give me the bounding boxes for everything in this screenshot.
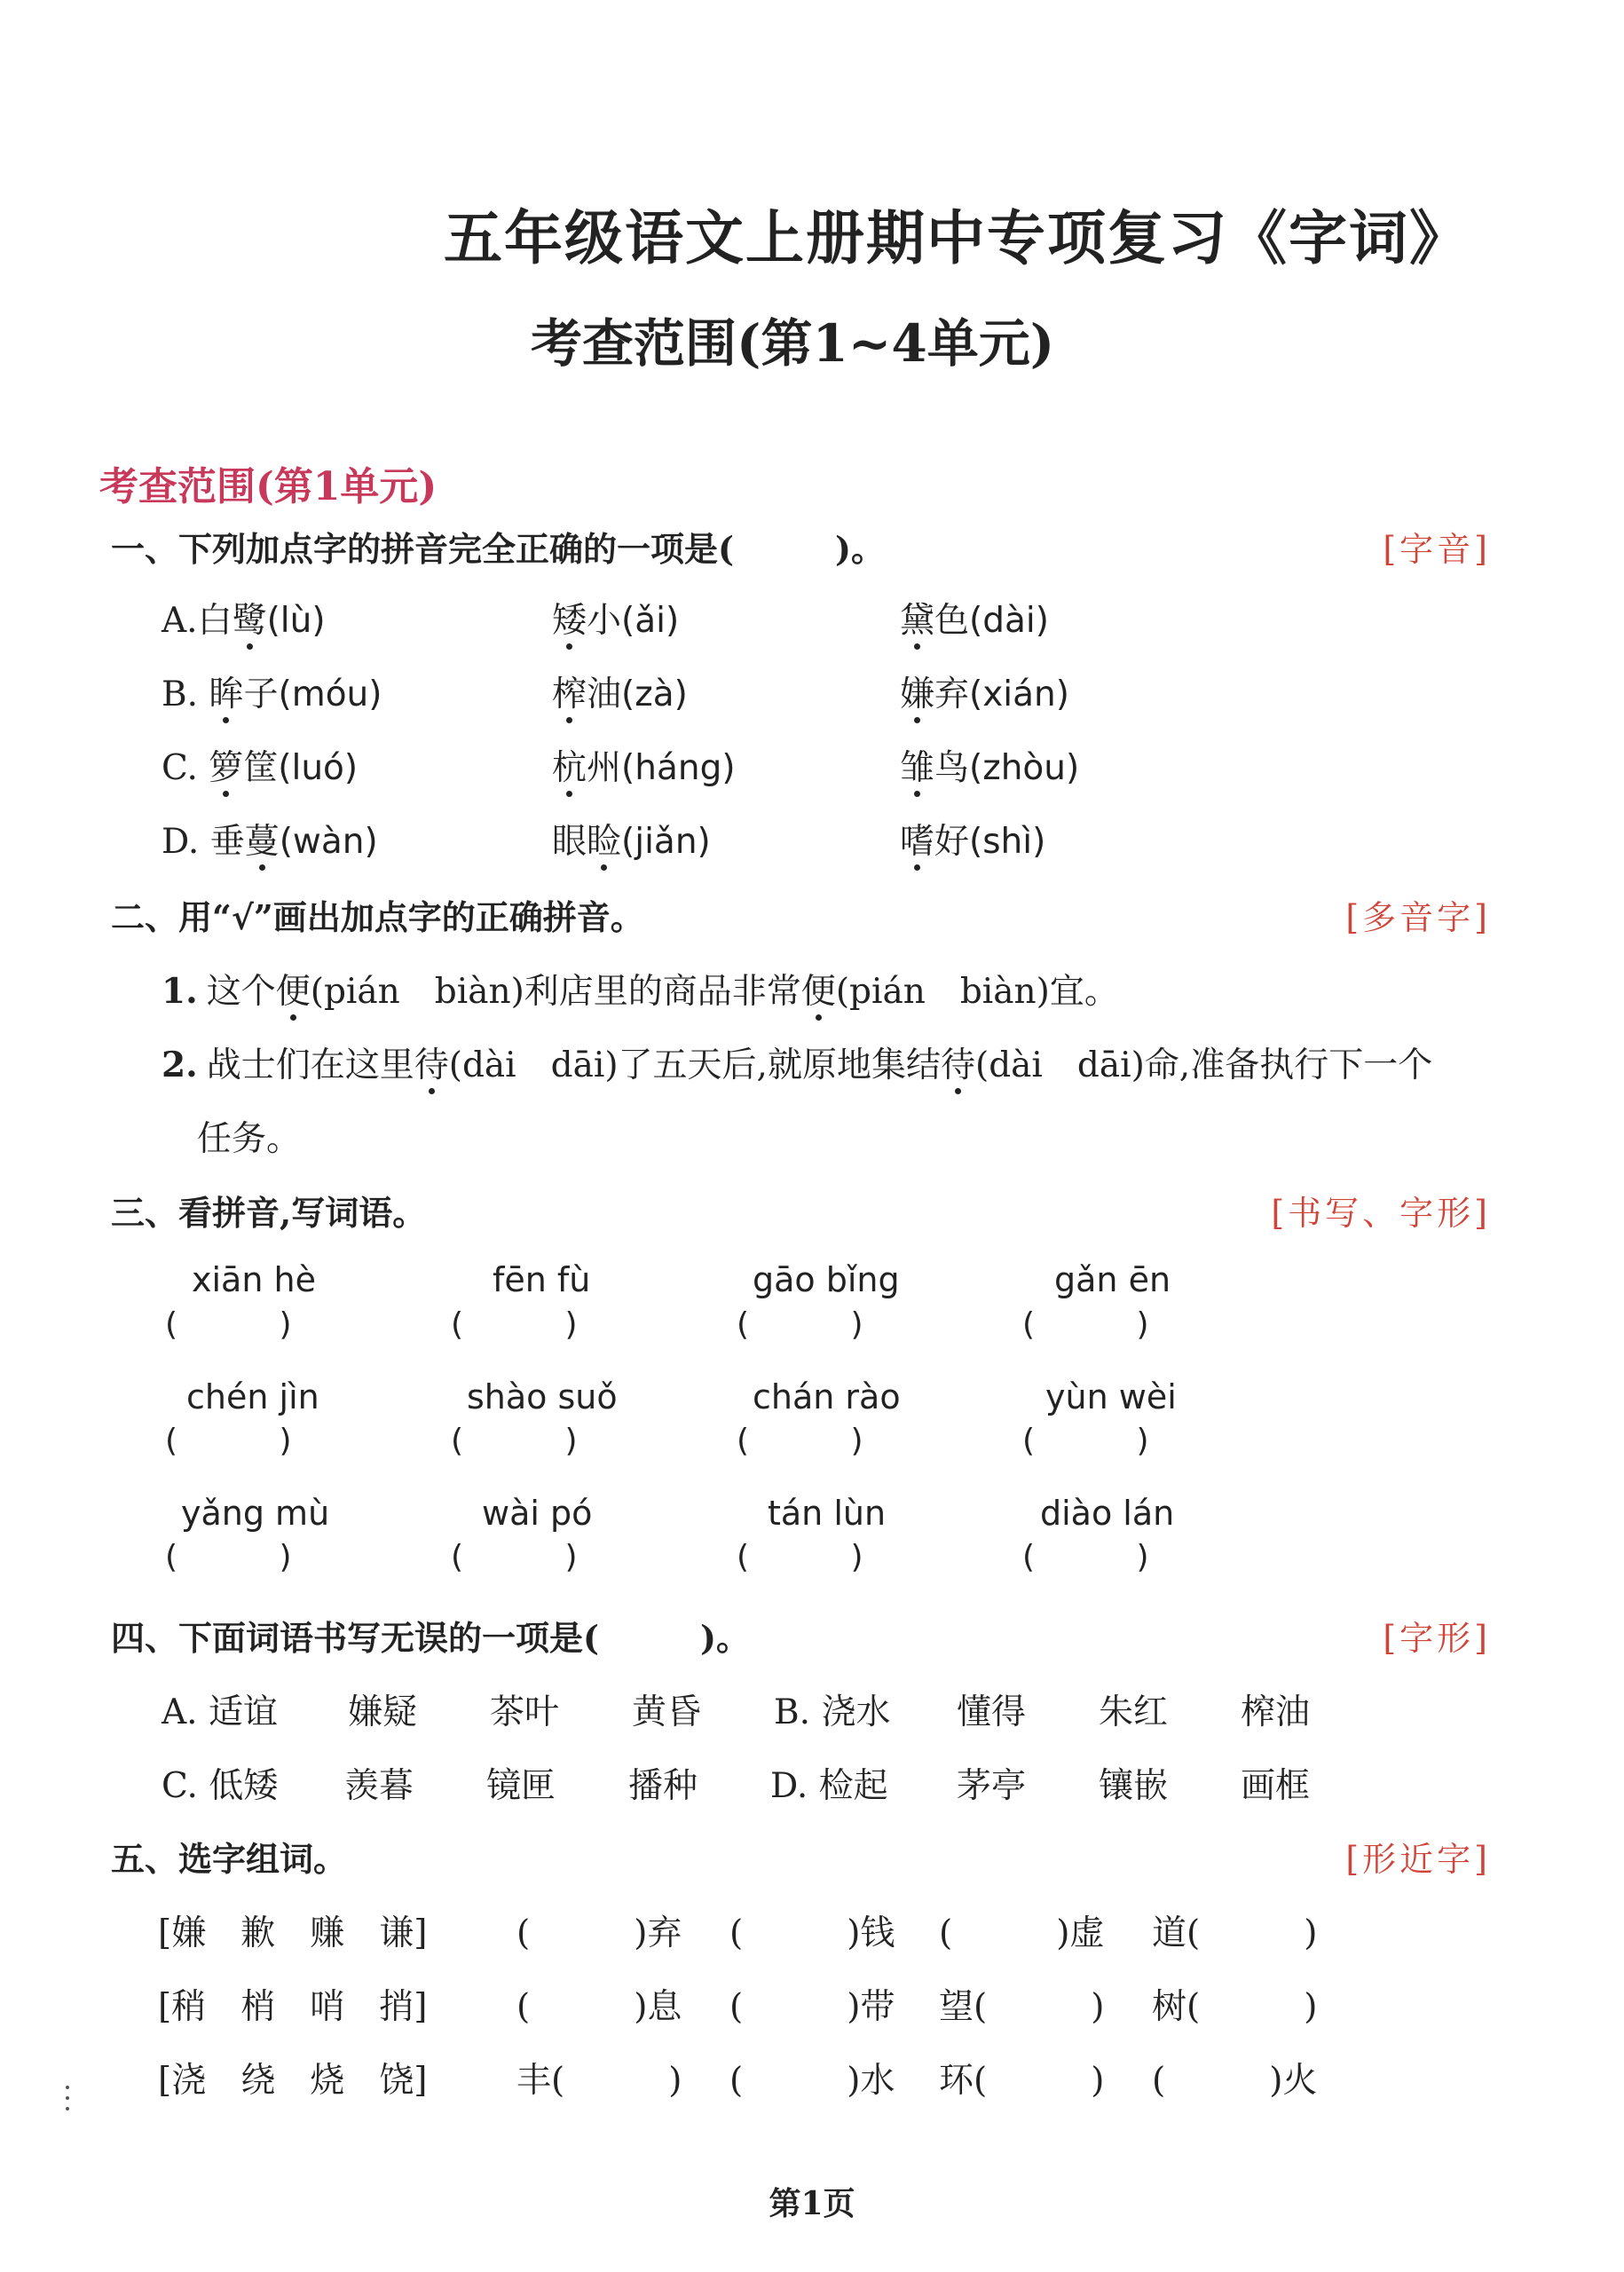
pinyin-word: chén jìn	[186, 1377, 319, 1416]
question-3-label: 三、看拼音,写词语。	[111, 1193, 427, 1233]
pinyin-word: gǎn ēn	[1054, 1260, 1171, 1299]
answer-blank[interactable]: ( )	[165, 1539, 292, 1575]
q4-word: 嫌疑	[348, 1692, 418, 1732]
q4-word: 黄昏	[632, 1692, 702, 1732]
q1-option-c: C. 箩筐(luó)	[162, 748, 359, 788]
q1-option-d: D. 垂蔓(wàn)	[162, 822, 378, 862]
pinyin-word: gāo bǐng	[753, 1260, 900, 1299]
word-blank[interactable]: 丰( )	[516, 2061, 682, 2101]
word-blank[interactable]: ( )火	[1152, 2061, 1318, 2101]
q4-word: 茶叶	[490, 1692, 560, 1732]
answer-blank[interactable]: ( )	[451, 1423, 578, 1459]
q1-option-b-word3: 嫌弃(xián)	[900, 674, 1069, 714]
answer-blank[interactable]: ( )	[451, 1539, 578, 1575]
page-number: 第1页	[769, 2185, 855, 2222]
q1-option-a-word3: 黛色(dài)	[900, 601, 1049, 641]
char-group: [浇 绕 烧 饶]	[158, 2061, 428, 2101]
answer-blank[interactable]: ( )	[1022, 1306, 1149, 1343]
q1-option-b: B. 眸子(móu)	[162, 674, 382, 714]
answer-blank[interactable]: ( )	[1022, 1423, 1149, 1459]
q4-word: 榨油	[1241, 1692, 1311, 1732]
q4-word: A. 适谊	[162, 1692, 278, 1732]
page-title: 五年级语文上册期中专项复习《字词》	[444, 203, 1470, 272]
pinyin-word: yǎng mù	[181, 1494, 330, 1533]
word-blank[interactable]: ( )水	[729, 2061, 895, 2101]
question-5-tag: [形近字]	[1345, 1840, 1491, 1879]
answer-blank[interactable]: ( )	[1022, 1539, 1149, 1575]
answer-blank[interactable]: ( )	[737, 1539, 863, 1575]
q4-word: 镜匣	[486, 1766, 556, 1806]
question-2-label: 二、用“√”画出加点字的正确拼音。	[111, 897, 644, 937]
pinyin-word: wài pó	[482, 1494, 593, 1533]
q2-sentence-2: 2. 战士们在这里待(dài dāi)了五天后,就原地集结待(dài dāi)命,准备执行下一个	[162, 1045, 1433, 1085]
word-blank[interactable]: ( )带	[729, 1987, 895, 2027]
char-group: [稍 梢 哨 捎]	[158, 1987, 428, 2027]
pinyin-word: yùn wèi	[1045, 1377, 1177, 1416]
q4-word: 画框	[1241, 1766, 1311, 1806]
answer-blank[interactable]: ( )	[451, 1306, 578, 1343]
word-blank[interactable]: 道( )	[1152, 1913, 1318, 1953]
q4-word: 茅亭	[957, 1766, 1027, 1806]
q1-option-c-word2: 杭州(háng)	[552, 748, 736, 788]
pinyin-word: fēn fù	[493, 1260, 591, 1299]
question-5-label: 五、选字组词。	[111, 1839, 348, 1879]
question-4-label: 四、下面词语书写无误的一项是( )。	[111, 1618, 750, 1658]
margin-dots	[66, 2086, 69, 2118]
word-blank[interactable]: ( )弃	[516, 1913, 682, 1953]
question-2-tag: [多音字]	[1345, 898, 1491, 937]
word-blank[interactable]: ( )息	[516, 1987, 682, 2027]
pinyin-word: chán rào	[753, 1377, 901, 1416]
word-blank[interactable]: 环( )	[939, 2061, 1105, 2101]
q4-word: D. 检起	[770, 1766, 888, 1806]
q1-option-a: A.白鹭(lù)	[162, 601, 326, 641]
unit-heading: 考查范围(第1单元)	[99, 464, 438, 509]
q4-word: 羡暮	[344, 1766, 414, 1806]
answer-blank[interactable]: ( )	[737, 1306, 863, 1343]
q1-option-d-word3: 嗜好(shì)	[900, 822, 1046, 862]
pinyin-word: tán lùn	[768, 1494, 887, 1533]
q1-option-c-word3: 雏鸟(zhòu)	[900, 748, 1080, 788]
word-blank[interactable]: 望( )	[939, 1987, 1105, 2027]
page-subtitle: 考查范围(第1~4单元)	[531, 313, 1055, 374]
q2-sentence-2-continued: 任务。	[197, 1119, 302, 1159]
word-blank[interactable]: 树( )	[1152, 1987, 1318, 2027]
q1-option-a-word2: 矮小(ǎi)	[552, 601, 680, 641]
q1-option-d-word2: 眼睑(jiǎn)	[552, 822, 711, 862]
q4-word: B. 浇水	[774, 1692, 891, 1732]
q4-word: C. 低矮	[162, 1766, 279, 1806]
question-3-tag: [书写、字形]	[1271, 1194, 1491, 1233]
pinyin-word: xiān hè	[192, 1260, 316, 1299]
q4-word: 播种	[628, 1766, 698, 1806]
question-1-tag: [字音]	[1383, 530, 1491, 569]
word-blank[interactable]: ( )钱	[729, 1913, 895, 1953]
char-group: [嫌 歉 赚 谦]	[158, 1913, 428, 1953]
answer-blank[interactable]: ( )	[737, 1423, 863, 1459]
q1-option-b-word2: 榨油(zà)	[552, 674, 688, 714]
word-blank[interactable]: ( )虚	[939, 1913, 1105, 1953]
question-4-tag: [字形]	[1383, 1619, 1491, 1658]
pinyin-word: diào lán	[1040, 1494, 1175, 1533]
q4-word: 朱红	[1099, 1692, 1169, 1732]
q4-word: 镶嵌	[1099, 1766, 1169, 1806]
answer-blank[interactable]: ( )	[165, 1423, 292, 1459]
question-1-label: 一、下列加点字的拼音完全正确的一项是( )。	[111, 529, 885, 569]
pinyin-word: shào suǒ	[467, 1377, 618, 1416]
q4-word: 懂得	[957, 1692, 1027, 1732]
answer-blank[interactable]: ( )	[165, 1306, 292, 1343]
q2-sentence-1: 1. 这个便(pián biàn)利店里的商品非常便(pián biàn)宜。	[162, 971, 1119, 1012]
